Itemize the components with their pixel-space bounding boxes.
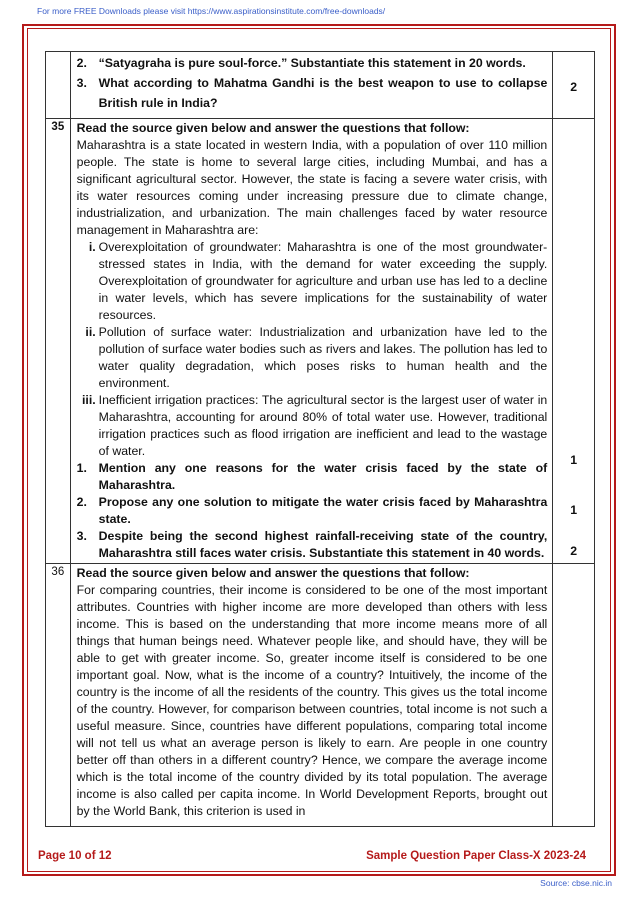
table-row — [46, 52, 595, 119]
question-body — [70, 564, 553, 827]
list-item — [77, 460, 548, 494]
list-item — [77, 494, 548, 528]
marks-value: 2 — [570, 544, 578, 558]
item-text: Propose any one solution to mitigate the water crisis faced by Maharashtra state. — [98, 495, 548, 526]
page-number: Page 10 of 12 — [38, 850, 112, 862]
marks-value: 1 — [570, 503, 578, 517]
item-label: 2. — [76, 56, 87, 70]
question-heading: Read the source given below and answer the questions that follow: — [76, 566, 470, 580]
marks-cell — [553, 52, 595, 119]
item-label: 3. — [76, 76, 87, 90]
source-passage: For comparing countries, their income is considered to be one of the most important attributes. Countries with higher income are more developed than others with less income. This is based on the understanding that more income means more of all things that human beings need. Whatever people like, and should have, they will be able to get with greater income. So, greater income itself is considered to be one important goal. Now, what is the income of a country? Intuitively, the income of the country is the income of all the residents of the country. This gives us the total income of the country. However, for comparison between countries, total income is not such a useful measure. Since, countries have different populations, comparing total income will not tell us what an average person is likely to earn. Are people in one country better off than others in a different country? Hence, we compare the average income which is the total income of the country divided by its total population. The average income is also called per capita income. In World Development Reports, brought out by the World Bank, this criterion is used in — [76, 583, 548, 818]
item-label: ii. — [85, 325, 96, 339]
marks-cell — [553, 564, 595, 827]
item-label: 1. — [76, 461, 87, 475]
list-item — [77, 53, 548, 73]
marks-value: 1 — [570, 453, 578, 467]
marks-cell — [553, 119, 595, 564]
question-number: 36 — [46, 564, 71, 827]
table-row — [46, 564, 595, 827]
list-item — [77, 73, 548, 113]
list-item — [77, 392, 548, 460]
list-item — [77, 324, 548, 392]
item-label: iii. — [81, 393, 96, 407]
item-label: i. — [88, 240, 96, 254]
paper-title: Sample Question Paper Class-X 2023-24 — [366, 850, 586, 862]
sub-question-list — [77, 53, 548, 113]
marks-value: 2 — [570, 80, 578, 94]
question-number: 35 — [46, 119, 71, 564]
question-body — [70, 52, 553, 119]
question-body — [70, 119, 553, 564]
item-label: 3. — [76, 529, 87, 543]
item-text: Despite being the second highest rainfall-receiving state of the country, Maharashtra still faces water crisis. Substantiate this statement in 40 words. — [98, 529, 548, 560]
item-label: 2. — [76, 495, 87, 509]
item-text: “Satyagraha is pure soul-force.” Substantiate this statement in 20 words. — [98, 56, 526, 70]
list-item — [77, 239, 548, 324]
challenge-list — [77, 239, 548, 460]
question-number-cell — [46, 52, 71, 119]
download-banner[interactable]: For more FREE Downloads please visit https://www.aspirationsinstitute.com/free-downloads/ — [37, 6, 386, 16]
item-text: Inefficient irrigation practices: The agricultural sector is the largest user of water in Maharashtra, accounting for around 80% of total water use. However, traditional irrigation practices such as flood irrigation are inefficient and lead to the wastage of water. — [98, 393, 548, 458]
item-text: What according to Mahatma Gandhi is the best weapon to use to collapse British rule in India? — [98, 76, 548, 110]
table-row — [46, 119, 595, 564]
item-text: Pollution of surface water: Industrialization and urbanization have led to the pollution of surface water bodies such as rivers and lakes. The pollution has led to water quality degradation, which poses risks to human health and the environment. — [98, 325, 548, 390]
question-heading: Read the source given below and answer the questions that follow: — [76, 121, 470, 135]
questions-table — [45, 51, 595, 827]
source-passage: Maharashtra is a state located in western India, with a population of over 110 million people. The state is home to several large cities, including Mumbai, and has a significant agricultural sector. However, the state is facing a severe water crisis, with its water resources coming under increasing pressure due to climate change, industrialization, and urbanization. The main challenges faced by water resource management in Maharashtra are: — [76, 138, 548, 237]
sub-question-list — [77, 460, 548, 562]
item-text: Overexploitation of groundwater: Maharashtra is one of the most groundwater-stressed states in India, with the demand for water exceeding the supply. Overexploitation of groundwater for agriculture and urban use has led to a decline in water levels, which has severe implications for the sustainability of water resources. — [98, 240, 548, 322]
list-item — [77, 528, 548, 562]
source-note: Source: cbse.nic.in — [540, 878, 612, 888]
item-text: Mention any one reasons for the water crisis faced by the state of Maharashtra. — [98, 461, 548, 492]
